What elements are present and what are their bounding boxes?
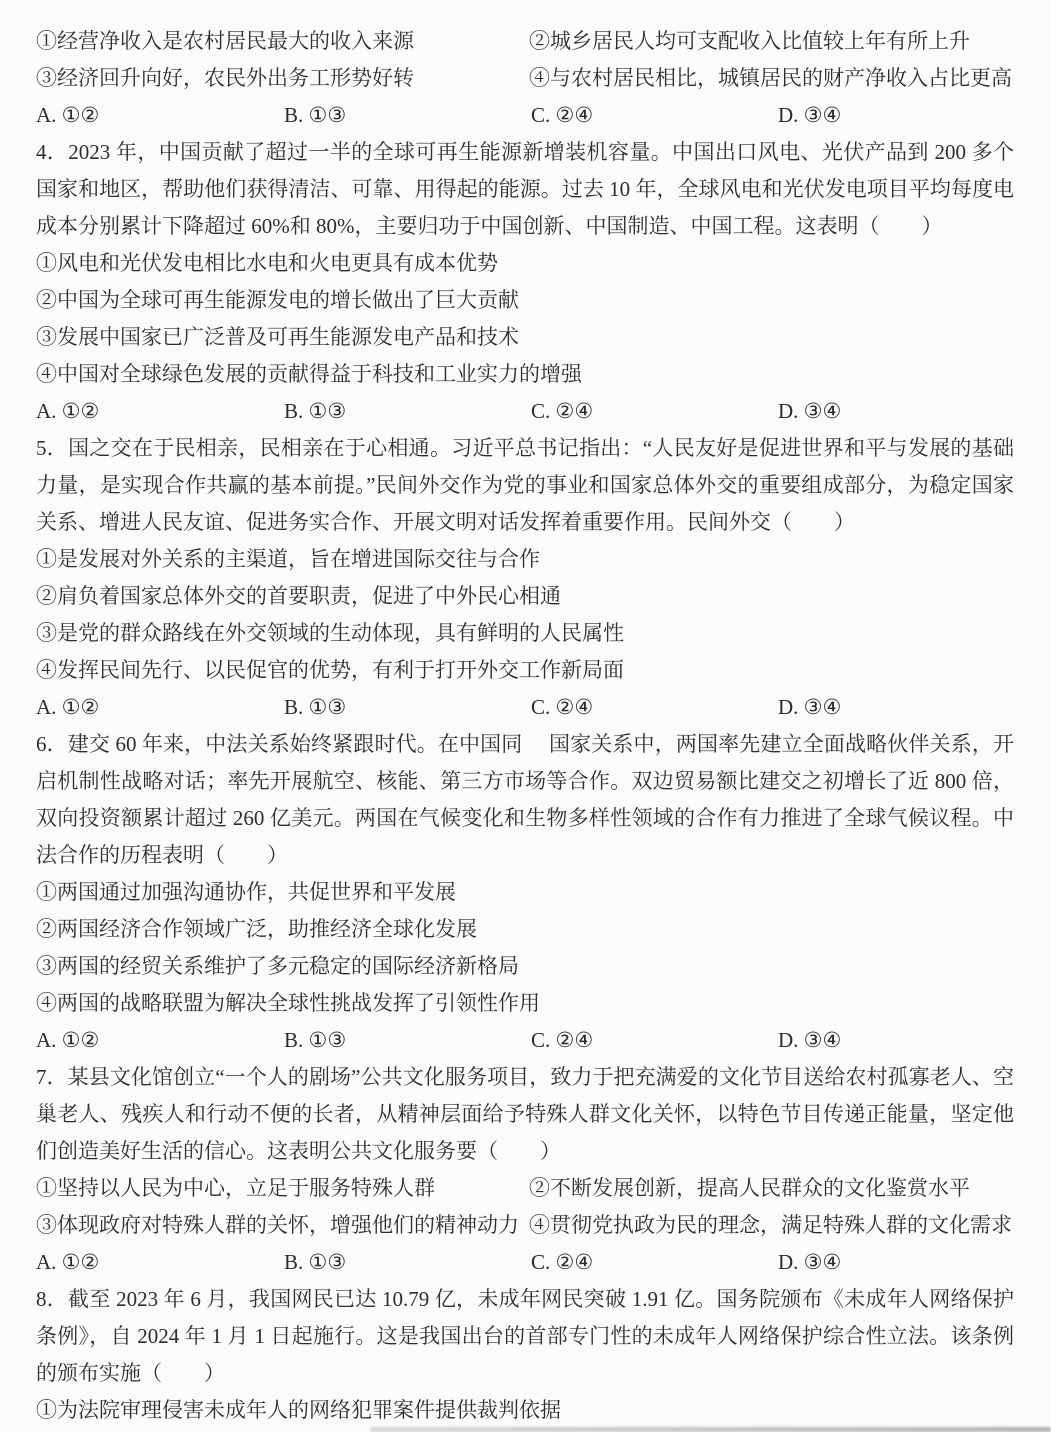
answer-choice-d: D. ③④: [778, 399, 842, 423]
answer-choice-a: A. ①②: [36, 399, 100, 423]
question-6-option-3: ③两国的经贸关系维护了多元稳定的国际经济新格局: [36, 954, 519, 978]
answer-choice-c: C. ②④: [531, 1028, 594, 1052]
option-line: ②城乡居民人均可支配收入比值较上年有所上升: [529, 29, 970, 53]
question-5-stem: 5．国之交在于民相亲，民相亲在于心相通。习近平总书记指出：“人民友好是促进世界和平与发展的基础力量，是实现合作共赢的基本前提。”民间外交作为党的事业和国家总体外交的重要组成部分，为稳定国家关系、增进人民友谊、促进务实合作、开展文明对话发挥着重要作用。民间外交（ ）: [36, 436, 1014, 534]
answer-choices-row: [36, 1022, 1014, 1059]
answer-choices-row: [36, 97, 1014, 134]
question-4-stem: 4．2023 年，中国贡献了超过一半的全球可再生能源新增装机容量。中国出口风电、光伏产品到 200 多个国家和地区，帮助他们获得清洁、可靠、用得起的能源。过去 10 年，全球风电和光伏发电项目平均每度电成本分别累计下降超过 60%和 80%，主要归功于中国创新、中国制造、中国工程。这表明（ ）: [36, 140, 1014, 238]
answer-choices-row: [36, 393, 1014, 430]
answer-choice-b: B. ①③: [284, 1250, 347, 1274]
question-6-option-1: ①两国通过加强沟通协作，共促世界和平发展: [36, 880, 456, 904]
exam-content: [36, 23, 1014, 1429]
answer-choice-a: A. ①②: [36, 695, 100, 719]
answer-choice-a: A. ①②: [36, 103, 100, 127]
answer-choice-d: D. ③④: [778, 1250, 842, 1274]
question-7-option-2: ②不断发展创新，提高人民群众的文化鉴赏水平: [529, 1176, 970, 1200]
question-4-option-4: ④中国对全球绿色发展的贡献得益于科技和工业实力的增强: [36, 362, 582, 386]
question-8-option-1: ①为法院审理侵害未成年人的网络犯罪案件提供裁判依据: [36, 1398, 561, 1422]
answer-choice-c: C. ②④: [531, 695, 594, 719]
question-7-stem: 7．某县文化馆创立“一个人的剧场”公共文化服务项目，致力于把充满爱的文化节目送给农村孤寡老人、空巢老人、残疾人和行动不便的长者，从精神层面给予特殊人群文化关怀，以特色节目传递正能量，坚定他们创造美好生活的信心。这表明公共文化服务要（ ）: [36, 1065, 1014, 1163]
question-5-option-3: ③是党的群众路线在外交领域的生动体现，具有鲜明的人民属性: [36, 621, 624, 645]
question-5-option-1: ①是发展对外关系的主渠道，旨在增进国际交往与合作: [36, 547, 540, 571]
answer-choice-b: B. ①③: [284, 1028, 347, 1052]
answer-choice-a: A. ①②: [36, 1250, 100, 1274]
answer-choices-row: [36, 1244, 1014, 1281]
answer-choices-row: [36, 689, 1014, 726]
answer-choice-b: B. ①③: [284, 695, 347, 719]
question-7-option-4: ④贯彻党执政为民的理念，满足特殊人群的文化需求: [529, 1213, 1012, 1237]
answer-choice-b: B. ①③: [284, 103, 347, 127]
option-pair-row: [36, 60, 1014, 97]
answer-choice-d: D. ③④: [778, 103, 842, 127]
option-pair-row: [36, 1207, 1014, 1244]
answer-choice-a: A. ①②: [36, 1028, 100, 1052]
question-7-option-1: ①坚持以人民为中心，立足于服务特殊人群: [36, 1176, 435, 1200]
answer-choice-d: D. ③④: [778, 695, 842, 719]
question-8-stem: 8．截至 2023 年 6 月，我国网民已达 10.79 亿，未成年网民突破 1.91 亿。国务院颁布《未成年人网络保护条例》，自 2024 年 1 月 1 日起施行。这是我国出台的首部专门性的未成年人网络保护综合性立法。该条例的颁布实施（ ）: [36, 1287, 1014, 1385]
question-6-option-4: ④两国的战略联盟为解决全球性挑战发挥了引领性作用: [36, 991, 540, 1015]
question-7-option-3: ③体现政府对特殊人群的关怀，增强他们的精神动力: [36, 1213, 519, 1237]
answer-choice-b: B. ①③: [284, 399, 347, 423]
question-4-option-3: ③发展中国家已广泛普及可再生能源发电产品和技术: [36, 325, 519, 349]
option-pair-row: [36, 1170, 1014, 1207]
question-4-option-1: ①风电和光伏发电相比水电和火电更具有成本优势: [36, 251, 498, 275]
option-line: ①经营净收入是农村居民最大的收入来源: [36, 29, 414, 53]
option-pair-row: [36, 23, 1014, 60]
option-line: ③经济回升向好，农民外出务工形势好转: [36, 66, 414, 90]
question-6-stem: 6．建交 60 年来，中法关系始终紧跟时代。在中国同 国家关系中，两国率先建立全面战略伙伴关系，开启机制性战略对话；率先开展航空、核能、第三方市场等合作。双边贸易额比建交之初增长了近 800 倍，双向投资额累计超过 260 亿美元。两国在气候变化和生物多样性领域的合作有力推进了全球气候议程。中法合作的历程表明（ ）: [36, 732, 1014, 867]
answer-choice-c: C. ②④: [531, 103, 594, 127]
question-5-option-4: ④发挥民间先行、以民促官的优势，有利于打开外交工作新局面: [36, 658, 624, 682]
question-4-option-2: ②中国为全球可再生能源发电的增长做出了巨大贡献: [36, 288, 519, 312]
option-line: ④与农村居民相比，城镇居民的财产净收入占比更高: [529, 66, 1012, 90]
answer-choice-c: C. ②④: [531, 1250, 594, 1274]
answer-choice-d: D. ③④: [778, 1028, 842, 1052]
answer-choice-c: C. ②④: [531, 399, 594, 423]
page-bottom-scan-artifact: [370, 1427, 1051, 1432]
question-5-option-2: ②肩负着国家总体外交的首要职责，促进了中外民心相通: [36, 584, 561, 608]
question-6-option-2: ②两国经济合作领域广泛，助推经济全球化发展: [36, 917, 477, 941]
